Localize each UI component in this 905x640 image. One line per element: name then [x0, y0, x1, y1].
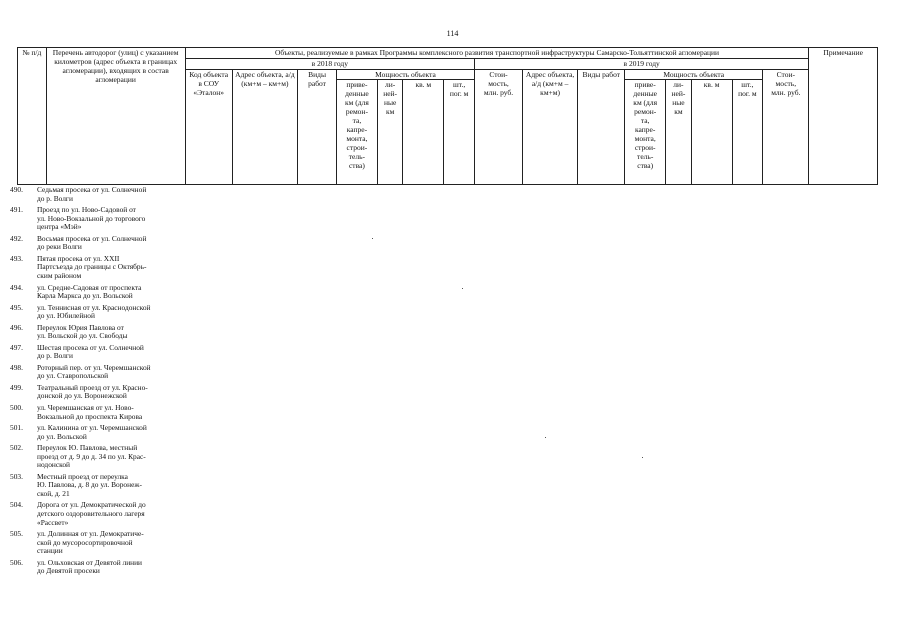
list-item [10, 384, 185, 401]
row-text: ул. Черемшанская от ул. Ново- Вокзальной до проспекта Кирова [37, 402, 143, 421]
road-list [10, 186, 185, 579]
row-text: ул. Калинина от ул. Черемшанской до ул. Вольской [37, 423, 147, 441]
row-text: ул. Долинная от ул. Демократиче- ской до мусоросортировочной станции [37, 529, 144, 556]
row-number: 502. [10, 443, 23, 453]
row-number: 491. [10, 205, 23, 215]
year-2018-header: в 2018 году [185, 59, 474, 70]
address-2018-header: Адрес объекта, а/д (км+м – км+м) [232, 70, 297, 185]
sq-m-2018-header: кв. м [403, 80, 444, 185]
row-number: 504. [10, 500, 23, 510]
work-types-2018-header: Виды работ [298, 70, 337, 185]
scan-speck [545, 437, 546, 438]
capacity-2019-header: Мощность объекта [625, 70, 763, 80]
row-number: 495. [10, 302, 23, 312]
list-item [10, 559, 185, 576]
work-types-2019-header: Виды работ [578, 70, 625, 185]
list-item [10, 424, 185, 441]
list-item [10, 404, 185, 421]
scan-speck [462, 288, 463, 289]
row-number: 499. [10, 382, 23, 392]
row-number: 503. [10, 471, 23, 481]
cost-2019-header: Стои- мость, млн. руб. [763, 70, 809, 185]
row-number: 492. [10, 233, 23, 243]
col-note-header: Примечание [809, 48, 878, 185]
pcs-2019-header: шт., пог. м [732, 80, 763, 185]
scan-speck [642, 457, 643, 458]
scan-speck [372, 238, 373, 239]
pcs-2018-header: шт., пог. м [444, 80, 475, 185]
row-number: 494. [10, 282, 23, 292]
row-text: ул. Теннисная от ул. Краснодонской до ул. Юбилейной [37, 302, 151, 321]
row-text: Местный проезд от переулка Ю. Павлова, д. 8 до ул. Воронеж- ской, д. 21 [37, 471, 142, 498]
cost-2018-header: Стои- мость, млн. руб. [474, 70, 522, 185]
list-item [10, 473, 185, 499]
row-text: Проезд по ул. Ново-Садовой от ул. Ново-Вокзальной до торгового центра «Мэй» [37, 205, 146, 232]
list-item [10, 304, 185, 321]
row-text: Дорога от ул. Демократической до детского оздоровительного лагеря «Рассвет» [37, 500, 146, 527]
row-text: ул. Средне-Садовая от проспекта Карла Маркса до ул. Вольской [37, 282, 142, 301]
year-2019-header: в 2019 году [474, 59, 808, 70]
row-text: Роторный пер. от ул. Черемшанской до ул. Ставропольской [37, 362, 151, 381]
col-objects-header: Объекты, реализуемые в рамках Программы комплексного развития транспортной инфраструктуры Самарско-Тольяттинской агломерации [185, 48, 809, 59]
linear-km-2018-header: ли- ней- ные км [377, 80, 403, 185]
row-number: 505. [10, 529, 23, 539]
row-text: Шестая просека от ул. Солнечной до р. Волги [37, 342, 144, 361]
col-number-header: № п/д [18, 48, 47, 185]
row-text: Седьмая просека от ул. Солнечной до р. Волги [37, 185, 147, 203]
reduced-km-2018-header: приве- денные км (для ремон- та, капре- монта, строи- тель- ства) [336, 80, 377, 185]
code-2018-header: Код объекта в СОУ «Эталон» [185, 70, 232, 185]
list-item [10, 364, 185, 381]
sq-m-2019-header: кв. м [691, 80, 732, 185]
row-number: 498. [10, 362, 23, 372]
row-text: Восьмая просека от ул. Солнечной до реки Волги [37, 233, 147, 252]
list-item [10, 255, 185, 281]
list-item [10, 206, 185, 232]
list-item [10, 235, 185, 252]
row-number: 493. [10, 253, 23, 263]
row-text: Театральный проезд от ул. Красно- донской до ул. Воронежской [37, 382, 148, 401]
row-number: 501. [10, 423, 23, 433]
row-text: ул. Ольховская от Девятой линии до Девятой просеки [37, 557, 143, 576]
row-number: 496. [10, 322, 23, 332]
linear-km-2019-header: ли- ней- ные км [666, 80, 692, 185]
list-item [10, 444, 185, 470]
list-item [10, 324, 185, 341]
header-table [17, 47, 878, 185]
page-number: 114 [446, 29, 459, 38]
list-item [10, 344, 185, 361]
address-2019-header: Адрес объекта, а/д (км+м – км+м) [523, 70, 578, 185]
row-number: 506. [10, 557, 23, 567]
capacity-2018-header: Мощность объекта [336, 70, 474, 80]
row-number: 500. [10, 402, 23, 412]
row-number: 497. [10, 342, 23, 352]
list-item [10, 530, 185, 556]
row-text: Пятая просека от ул. XXII Партсъезда до границы с Октябрь- ским районом [37, 253, 147, 281]
row-text: Переулок Ю. Павлова, местный проезд от д. 9 до д. 34 по ул. Крас- нодонской [37, 443, 146, 470]
col-road-list-header: Перечень автодорог (улиц) с указанием километров (адрес объекта в границах агломерации), входящих в состав агломерации [46, 48, 185, 185]
row-text: Переулок Юрия Павлова от ул. Вольской до ул. Свободы [37, 322, 128, 341]
row-number: 490. [10, 185, 23, 194]
list-item [10, 501, 185, 527]
list-item [10, 284, 185, 301]
reduced-km-2019-header: приве- денные км (для ремон- та, капре- монта, строи- тель- ства) [625, 80, 666, 185]
list-item [10, 186, 185, 203]
